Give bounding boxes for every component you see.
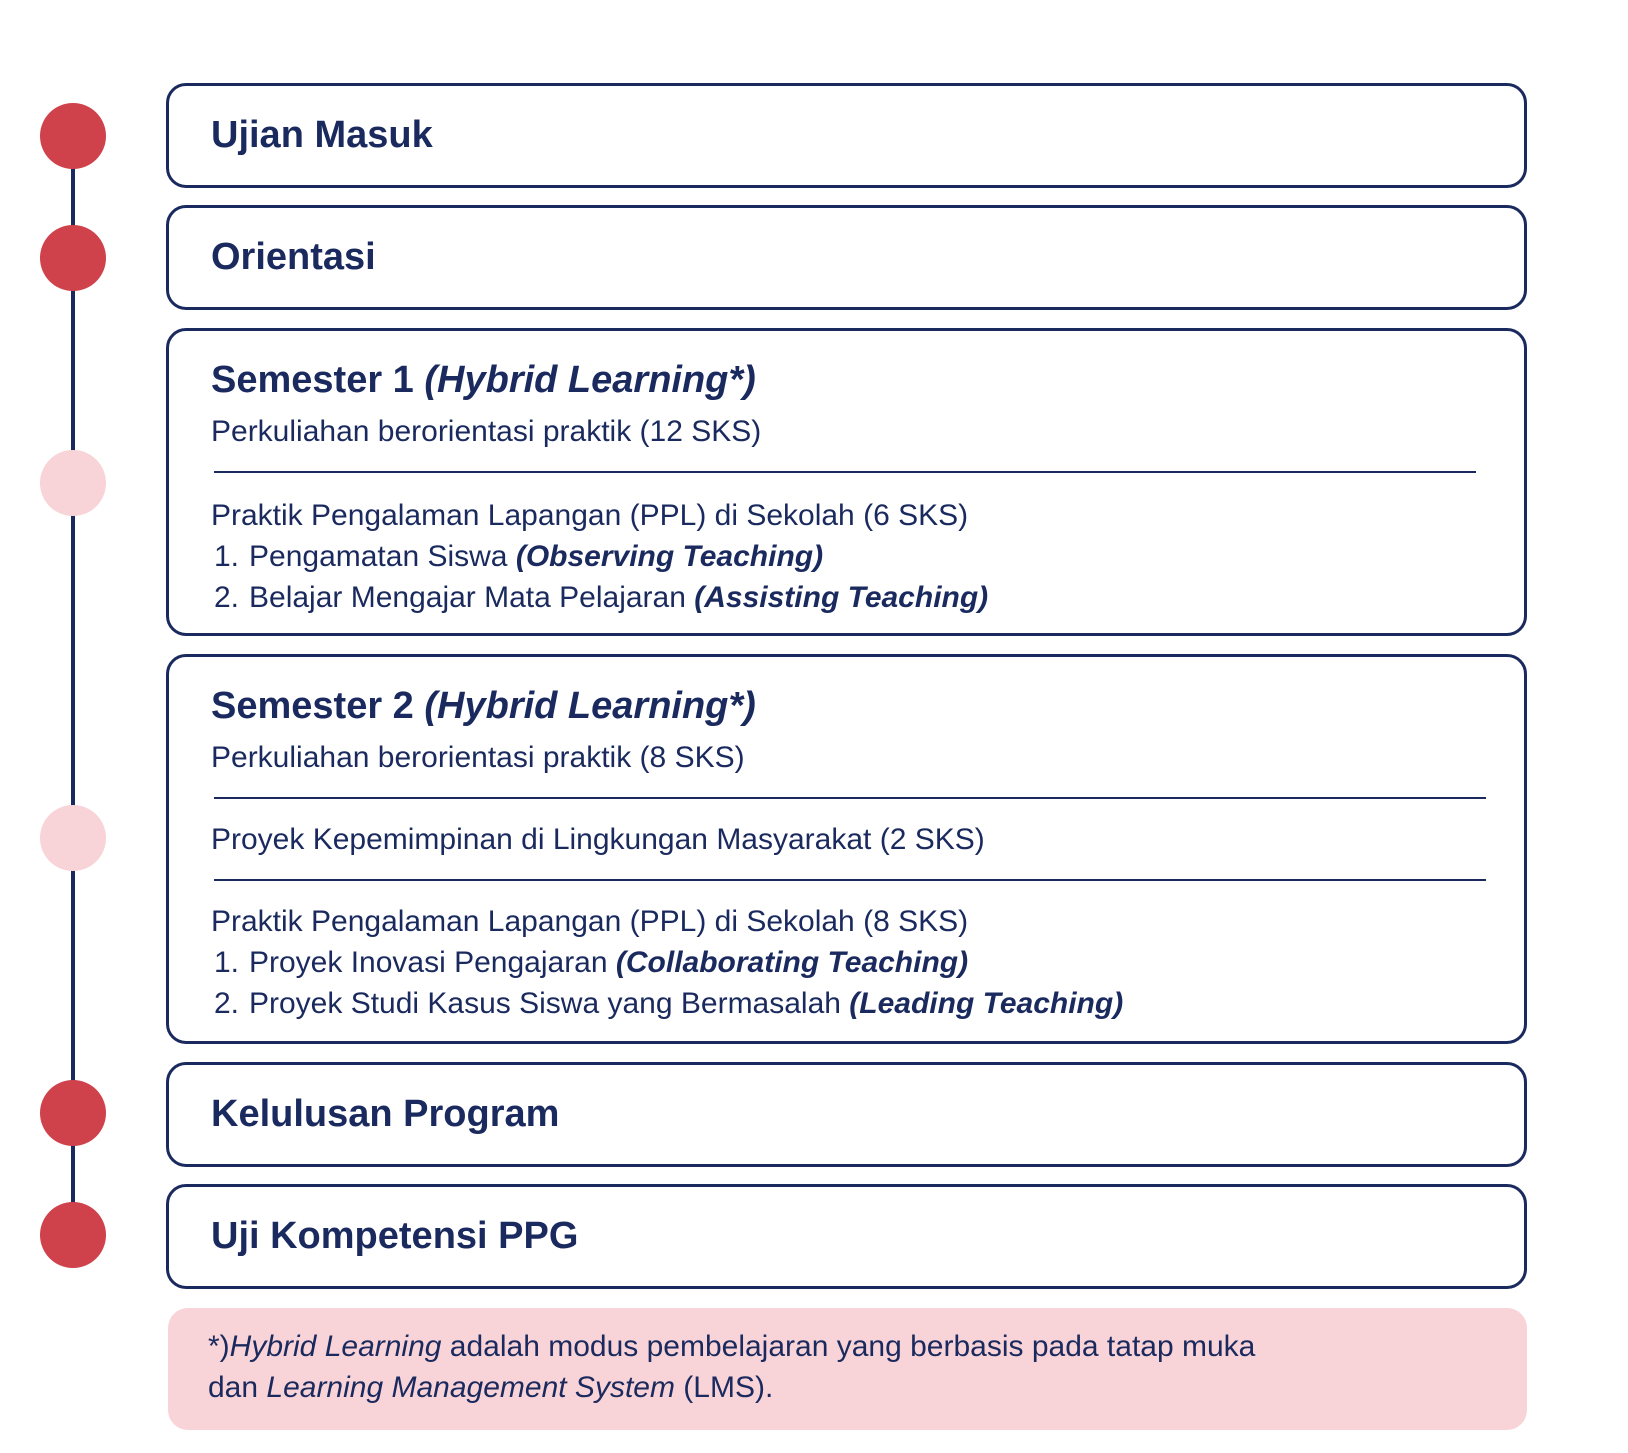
list-item-emphasis: (Collaborating Teaching) (615, 946, 969, 979)
step-card-uji-kompetensi (166, 1184, 1527, 1289)
timeline-dot-semester-2 (40, 805, 106, 871)
list-item (199, 987, 1123, 1021)
step-title (211, 685, 756, 728)
semester-label: Semester 2 (211, 685, 414, 727)
footnote-text: (LMS). (674, 1371, 774, 1404)
timeline-dot-ujian-masuk (40, 103, 106, 169)
step-card-semester-2 (166, 654, 1527, 1044)
footnote-marker: *) (208, 1330, 230, 1363)
footnote-text: dan (208, 1371, 267, 1404)
list-item-text: Pengamatan Siswa (249, 540, 516, 573)
semester-mode: (Hybrid Learning*) (424, 685, 756, 727)
list-number: 2. (213, 581, 239, 614)
footnote-text: adalah modus pembelajaran yang berbasis pada tatap muka (441, 1330, 1256, 1363)
step-title (211, 359, 756, 402)
footnote-box (168, 1308, 1527, 1430)
divider (214, 797, 1486, 799)
step-card-orientasi (166, 205, 1527, 310)
semester-mode: (Hybrid Learning*) (424, 359, 756, 401)
lecture-text: Perkuliahan berorientasi praktik (8 SKS) (211, 741, 745, 774)
timeline-line (71, 135, 75, 1242)
timeline-dot-orientasi (40, 225, 106, 291)
timeline-dot-semester-1 (40, 450, 106, 516)
list-item-text: Belajar Mengajar Mata Pelajaran (249, 581, 695, 614)
list-item-emphasis: (Leading Teaching) (849, 987, 1124, 1020)
step-card-ujian-masuk (166, 83, 1527, 188)
list-item-emphasis: (Observing Teaching) (515, 540, 824, 573)
footnote-term: Hybrid Learning (229, 1330, 442, 1363)
list-number: 2. (213, 987, 239, 1020)
step-card-kelulusan (166, 1062, 1527, 1167)
step-title: Orientasi (211, 236, 376, 278)
footnote-line (208, 1330, 1255, 1364)
list-item-text: Proyek Inovasi Pengajaran (249, 946, 616, 979)
semester-label: Semester 1 (211, 359, 414, 401)
list-number: 1. (213, 946, 239, 979)
project-text: Proyek Kepemimpinan di Lingkungan Masyarakat (2 SKS) (211, 823, 985, 856)
step-title: Kelulusan Program (211, 1093, 560, 1135)
list-item-emphasis: (Assisting Teaching) (694, 581, 989, 614)
step-card-semester-1 (166, 328, 1527, 636)
list-item-text: Proyek Studi Kasus Siswa yang Bermasalah (249, 987, 850, 1020)
divider (214, 471, 1476, 473)
lecture-text: Perkuliahan berorientasi praktik (12 SKS) (211, 415, 762, 448)
list-item (199, 946, 968, 980)
list-item (199, 581, 988, 615)
list-number: 1. (213, 540, 239, 573)
footnote-line (208, 1371, 773, 1405)
footnote-term: Learning Management System (266, 1371, 675, 1404)
timeline-dot-uji-kompetensi (40, 1202, 106, 1268)
step-title: Ujian Masuk (211, 114, 433, 156)
ppl-heading: Praktik Pengalaman Lapangan (PPL) di Sekolah (6 SKS) (211, 499, 969, 532)
ppl-heading: Praktik Pengalaman Lapangan (PPL) di Sekolah (8 SKS) (211, 905, 969, 938)
step-title: Uji Kompetensi PPG (211, 1215, 579, 1257)
timeline-dot-kelulusan (40, 1080, 106, 1146)
divider (214, 879, 1486, 881)
list-item (199, 540, 823, 574)
